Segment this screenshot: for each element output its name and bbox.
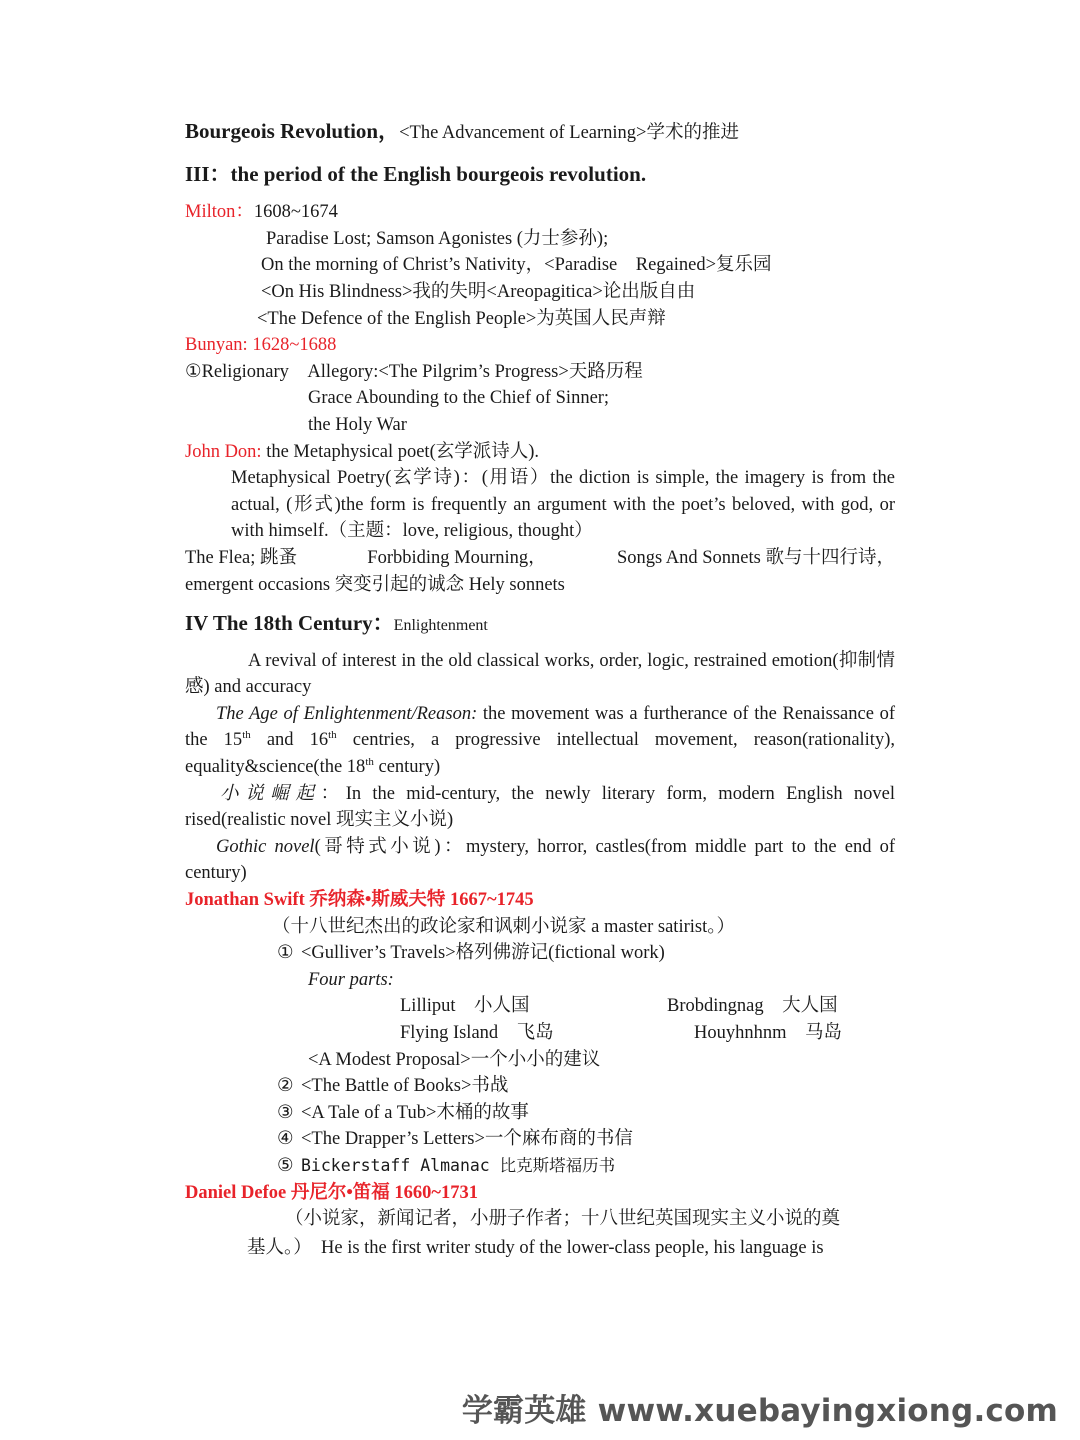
para-2-text-b: and 16 [250, 730, 329, 751]
sup-th-1: th [242, 729, 251, 742]
section-4-title-sub: Enlightenment [393, 617, 488, 635]
gullivers-travels: <Gulliver’s Travels>格列佛游记(fictional work) [301, 943, 665, 964]
swift-work-2 [185, 1073, 895, 1100]
milton-work-4: <The Defence of the English People>为英国人民声辩 [257, 308, 666, 329]
part-houyhnhnm: Houyhnhnm 马岛 [694, 1023, 843, 1043]
num-4: ④ [277, 1129, 294, 1150]
novel-rise-label: 小说崛起 [220, 783, 321, 804]
defoe-heading: Daniel Defoe 丹尼尔•笛福 1660~1731 [185, 1182, 479, 1203]
defoe-note-2: 基人。） He is the first writer study of the lower-class people, his language is [247, 1237, 824, 1258]
num-1: ① [277, 943, 294, 964]
sup-th-3: th [365, 755, 374, 768]
milton-label: Milton： [185, 202, 254, 223]
section-4-title [185, 610, 895, 640]
donne-line [185, 439, 895, 466]
milton-work-1: Paradise Lost; Samson Agonistes (力士参孙); [266, 228, 609, 249]
donne-work-songs: Songs And Sonnets 歌与十四行诗， [616, 547, 895, 568]
para-4-text: (哥特式小说)：mystery, horror, castles(from middle part to the end of century) [185, 836, 895, 884]
age-of-enlightenment: The Age of Enlightenment/Reason: [216, 703, 478, 724]
swift-work-5 [185, 1153, 895, 1180]
num-2: ② [277, 1076, 294, 1097]
swift-heading: Jonathan Swift 乔纳森•斯威夫特 1667~1745 [185, 890, 534, 911]
donne-work-mourning: Forbbiding Mourning， [367, 547, 547, 568]
bickerstaff-almanac: Bickerstaff Almanac 比克斯塔福历书 [301, 1155, 616, 1175]
section-4-title-main: IV The 18th Century： [185, 611, 394, 636]
donne-label: John Don: [185, 441, 262, 462]
modest-proposal: <A Modest Proposal>一个小小的建议 [308, 1049, 601, 1070]
document-page [185, 110, 895, 1261]
milton-work-2: On the morning of Christ’s Nativity，<Paradise Regained>复乐园 [261, 255, 772, 276]
donne-desc: the Metaphysical poet(玄学派诗人). [261, 441, 540, 462]
milton-work-3: <On His Blindness>我的失明<Areopagitica>论出版自由 [261, 281, 696, 302]
enlightenment-para-2 [185, 701, 895, 781]
drappers-letters: <The Drapper’s Letters>一个麻布商的书信 [301, 1129, 633, 1150]
sup-th-2: th [328, 729, 337, 742]
para-2-text-c: centries, a progressive intellectual movement, reason(rationality), equality&science(the 18 [185, 730, 895, 778]
para-3-text: ：In the mid-century, the newly literary form, modern English novel rised(realistic novel 现实主义小说) [185, 783, 895, 831]
swift-work-4 [185, 1126, 895, 1153]
battle-of-books: <The Battle of Books>书战 [301, 1076, 509, 1097]
bunyan-work-3: the Holy War [308, 414, 407, 435]
donne-works-line-1 [185, 545, 895, 572]
section-3-title: III：the period of the English bourgeois revolution. [185, 161, 647, 186]
swift-note: （十八世纪杰出的政论家和讽刺小说家 a master satirist。） [272, 916, 735, 937]
num-3: ③ [277, 1102, 294, 1123]
enlightenment-para-1: A revival of interest in the old classical works, order, logic, restrained emotion(抑制情感) and accuracy [185, 650, 895, 698]
donne-paragraph: Metaphysical Poetry(玄学诗)：(用语）the diction is simple, the imagery is from the actual, (形式)the form is frequently an argument with the poet’s beloved, with god, or with himself.（主题：love, religious, thought） [231, 468, 895, 542]
para-2-text-a: the movement was a furtherance of the Renaissance of the 15 [185, 703, 895, 751]
gothic-novel-label: Gothic novel [216, 836, 315, 857]
defoe-note-1: （小说家，新闻记者，小册子作者；十八世纪英国现实主义小说的奠 [285, 1209, 841, 1230]
donne-work-flea: The Flea; 跳蚤 [185, 547, 298, 568]
milton-years: 1608~1674 [253, 202, 338, 223]
para-2-text-d: century) [373, 757, 441, 778]
enlightenment-para-4 [185, 834, 895, 887]
part-lilliput: Lilliput 小人国 [400, 996, 530, 1017]
enlightenment-para-3 [185, 781, 895, 834]
milton-line [185, 199, 895, 226]
swift-work-3 [185, 1100, 895, 1127]
tale-of-a-tub: <A Tale of a Tub>木桶的故事 [301, 1102, 529, 1123]
bunyan-work-2: Grace Abounding to the Chief of Sinner; [308, 388, 610, 409]
watermark-footer: 学霸英雄 www.xuebayingxiong.com [461, 1393, 1058, 1429]
part-flying-island: Flying Island 飞岛 [400, 1023, 554, 1043]
bunyan-work-1: ①Religionary Allegory:<The Pilgrim’s Progress>天路历程 [185, 361, 643, 382]
top-heading [185, 118, 895, 147]
num-5: ⑤ [277, 1155, 294, 1176]
top-heading-bold: Bourgeois Revolution， [185, 119, 400, 143]
bunyan-label: Bunyan: 1628~1688 [185, 335, 337, 356]
four-parts-label: Four parts: [308, 969, 394, 990]
part-brobdingnag: Brobdingnag 大人国 [667, 996, 838, 1017]
donne-works-line-2: emergent occasions 突变引起的诚念 Hely sonnets [185, 574, 565, 595]
top-heading-rest: <The Advancement of Learning>学术的推进 [399, 123, 739, 143]
four-parts-grid [400, 993, 895, 1046]
swift-work-1 [185, 940, 895, 967]
